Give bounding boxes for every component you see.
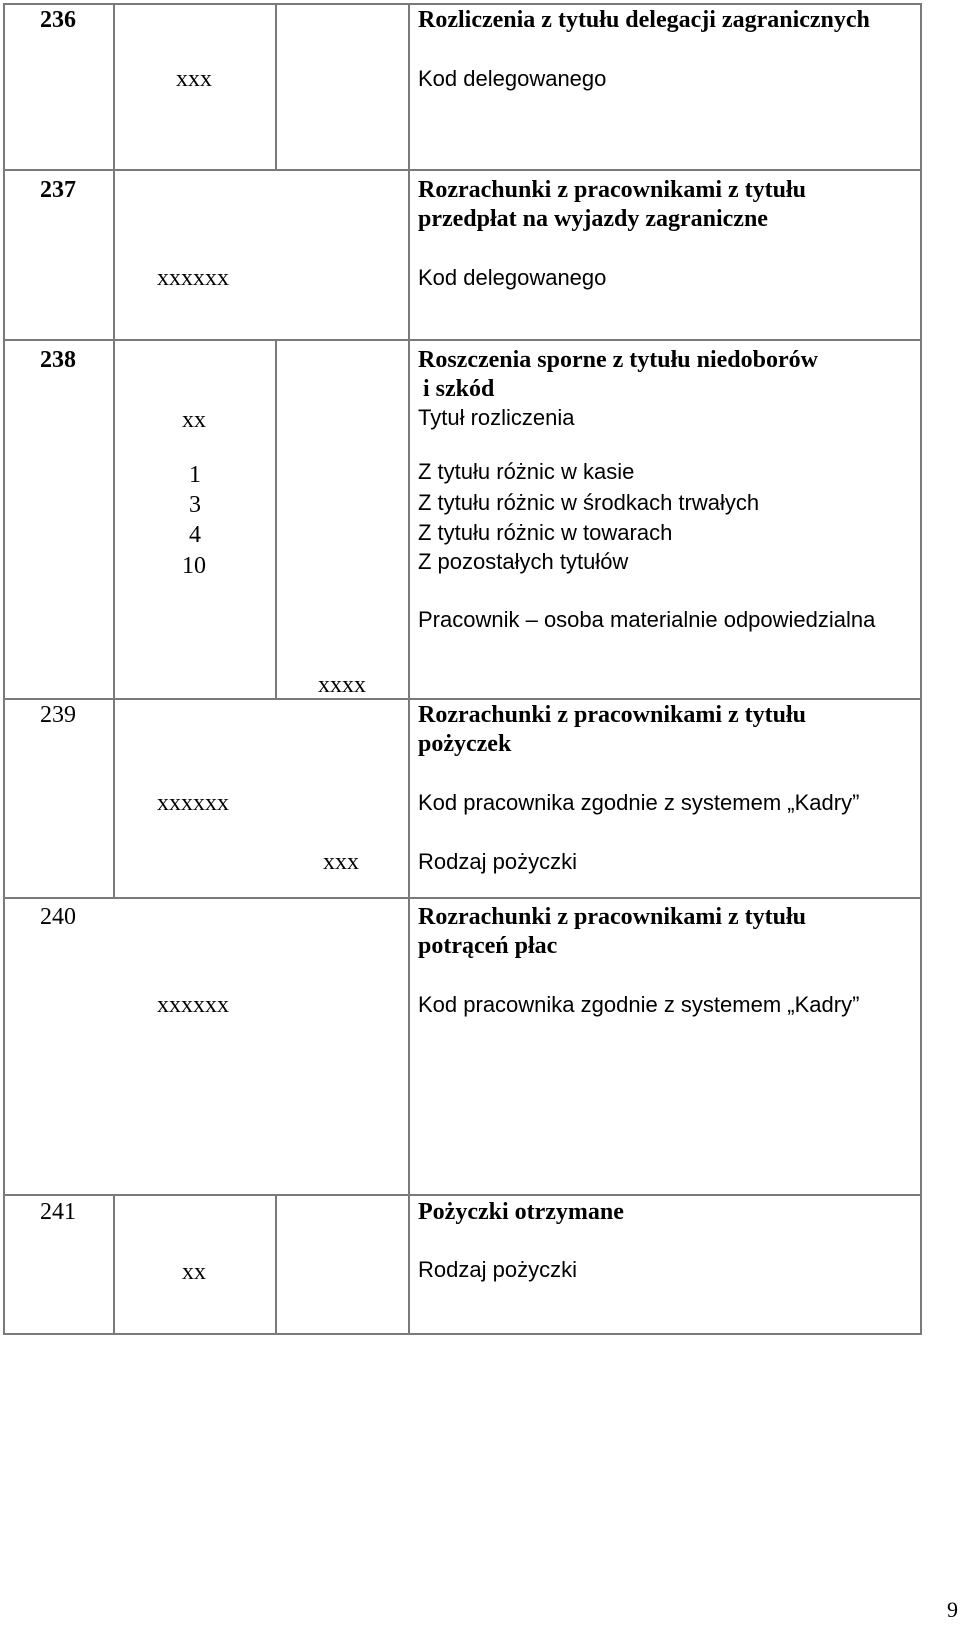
account-number: 238 (40, 347, 76, 373)
column-divider (275, 339, 277, 698)
class-code: 3 (189, 492, 201, 518)
account-number: 236 (40, 7, 76, 33)
analytic-description: Kod delegowanego (418, 66, 607, 91)
analytic-code: xx (182, 407, 206, 433)
account-number: 241 (40, 1199, 76, 1225)
person-code: xxxx (318, 672, 366, 698)
column-divider (275, 1194, 277, 1335)
analytic-description: Kod pracownika zgodnie z systemem „Kadry” (418, 790, 860, 815)
row-divider (3, 169, 922, 171)
account-title: Rozliczenia z tytułu delegacji zagranicznych (418, 7, 870, 33)
class-code: 10 (182, 553, 206, 579)
analytic-code: xx (182, 1259, 206, 1285)
class-code: 1 (189, 462, 201, 488)
table-border-right (920, 3, 922, 1335)
account-title-line: Roszczenia sporne z tytułu niedoborów (418, 347, 818, 373)
analytic-code: xxx (176, 66, 212, 92)
class-description: Z pozostałych tytułów (418, 549, 629, 574)
account-title: Pożyczki otrzymane (418, 1199, 624, 1225)
account-title-line: Rozrachunki z pracownikami z tytułu (418, 702, 807, 728)
column-divider (408, 3, 410, 1335)
analytic-description: Kod delegowanego (418, 265, 607, 290)
account-number: 239 (40, 702, 76, 728)
table-border-left (3, 3, 5, 1335)
account-number: 237 (40, 177, 76, 203)
account-title-line: potrąceń płac (418, 933, 558, 959)
analytic-code: xxxxxx (157, 790, 229, 816)
account-number: 240 (40, 904, 76, 930)
column-divider (113, 1194, 115, 1335)
analytic-description: Rodzaj pożyczki (418, 1257, 577, 1282)
column-divider (275, 3, 277, 169)
analytic-description: Tytuł rozliczenia (418, 405, 575, 430)
row-divider (3, 1194, 922, 1196)
account-title-line: Rozrachunki z pracownikami z tytułu (418, 177, 807, 203)
analytic-code: xxxxxx (157, 992, 229, 1018)
loan-type-description: Rodzaj pożyczki (418, 849, 577, 874)
person-description: Pracownik – osoba materialnie odpowiedzialna (418, 607, 876, 632)
class-description: Z tytułu różnic w kasie (418, 459, 635, 484)
row-divider (275, 339, 922, 341)
account-title-line: i szkód (423, 376, 495, 402)
class-description: Z tytułu różnic w środkach trwałych (418, 490, 760, 515)
account-title-line: Rozrachunki z pracownikami z tytułu (418, 904, 807, 930)
account-title-line: pożyczek (418, 731, 512, 757)
table-border-bottom (3, 1333, 922, 1335)
page-number: 9 (947, 1597, 958, 1622)
analytic-code: xxxxxx (157, 265, 229, 291)
loan-type-code: xxx (323, 849, 359, 875)
analytic-description: Kod pracownika zgodnie z systemem „Kadry” (418, 992, 860, 1017)
class-description: Z tytułu różnic w towarach (418, 520, 673, 545)
class-code: 4 (189, 522, 201, 548)
column-divider (113, 3, 115, 898)
row-divider (3, 897, 922, 899)
account-title-line: przedpłat na wyjazdy zagraniczne (418, 206, 768, 232)
